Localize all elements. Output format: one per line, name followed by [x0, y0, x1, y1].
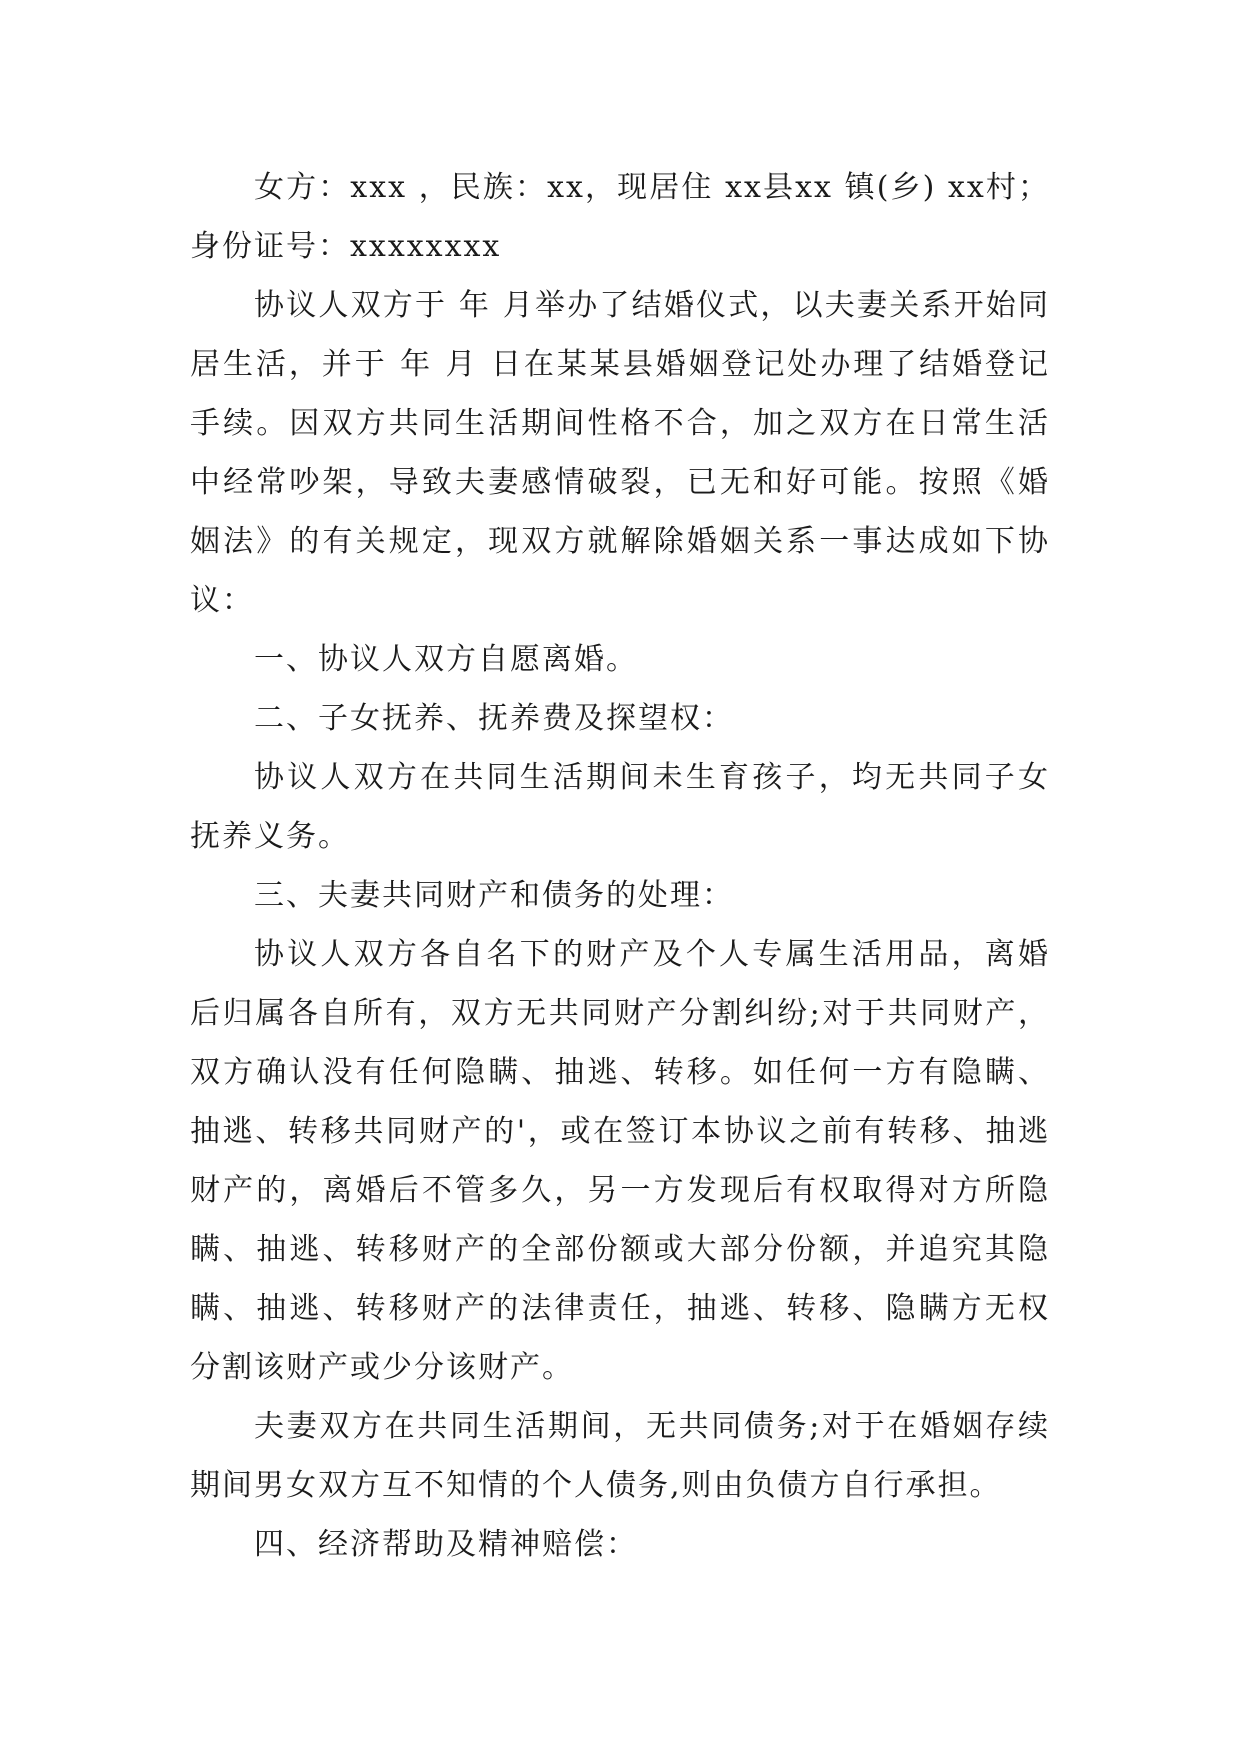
clause-4-heading: 四、经济帮助及精神赔偿：	[254, 1527, 638, 1562]
clause-2-body: 协议人双方在共同生活期间未生育孩子，均无共同子女抚养义务。	[190, 760, 1050, 854]
agreement-intro-paragraph: 协议人双方于 年 月举办了结婚仪式，以夫妻关系开始同居生活，并于 年 月 日在某某县婚姻登记处办理了结婚登记手续。因双方共同生活期间性格不合，加之双方在日常生活中经常吵架，导致夫妻感情破裂，已无和好可能。按照《婚姻法》的有关规定，现双方就解除婚姻关系一事达成如下协议：	[190, 288, 1050, 618]
clause-3-debt-body: 夫妻双方在共同生活期间，无共同债务;对于在婚姻存续期间男女双方互不知情的个人债务,则由负债方自行承担。	[190, 1409, 1050, 1503]
document-body	[190, 158, 1050, 1574]
party-info-paragraph: 女方：xxx ，民族：xx，现居住 xx县xx 镇(乡) xx村；身份证号：xxxxxxxx	[190, 170, 1050, 264]
clause-1-heading: 一、协议人双方自愿离婚。	[254, 642, 638, 677]
clause-2-heading: 二、子女抚养、抚养费及探望权：	[254, 701, 734, 736]
clause-3-heading: 三、夫妻共同财产和债务的处理：	[254, 878, 734, 913]
clause-3-property-body: 协议人双方各自名下的财产及个人专属生活用品，离婚后归属各自所有，双方无共同财产分割纠纷;对于共同财产，双方确认没有任何隐瞒、抽逃、转移。如任何一方有隐瞒、抽逃、转移共同财产的'，或在签订本协议之前有转移、抽逃财产的，离婚后不管多久，另一方发现后有权取得对方所隐瞒、抽逃、转移财产的全部份额或大部分份额，并追究其隐瞒、抽逃、转移财产的法律责任，抽逃、转移、隐瞒方无权分割该财产或少分该财产。	[190, 937, 1050, 1385]
